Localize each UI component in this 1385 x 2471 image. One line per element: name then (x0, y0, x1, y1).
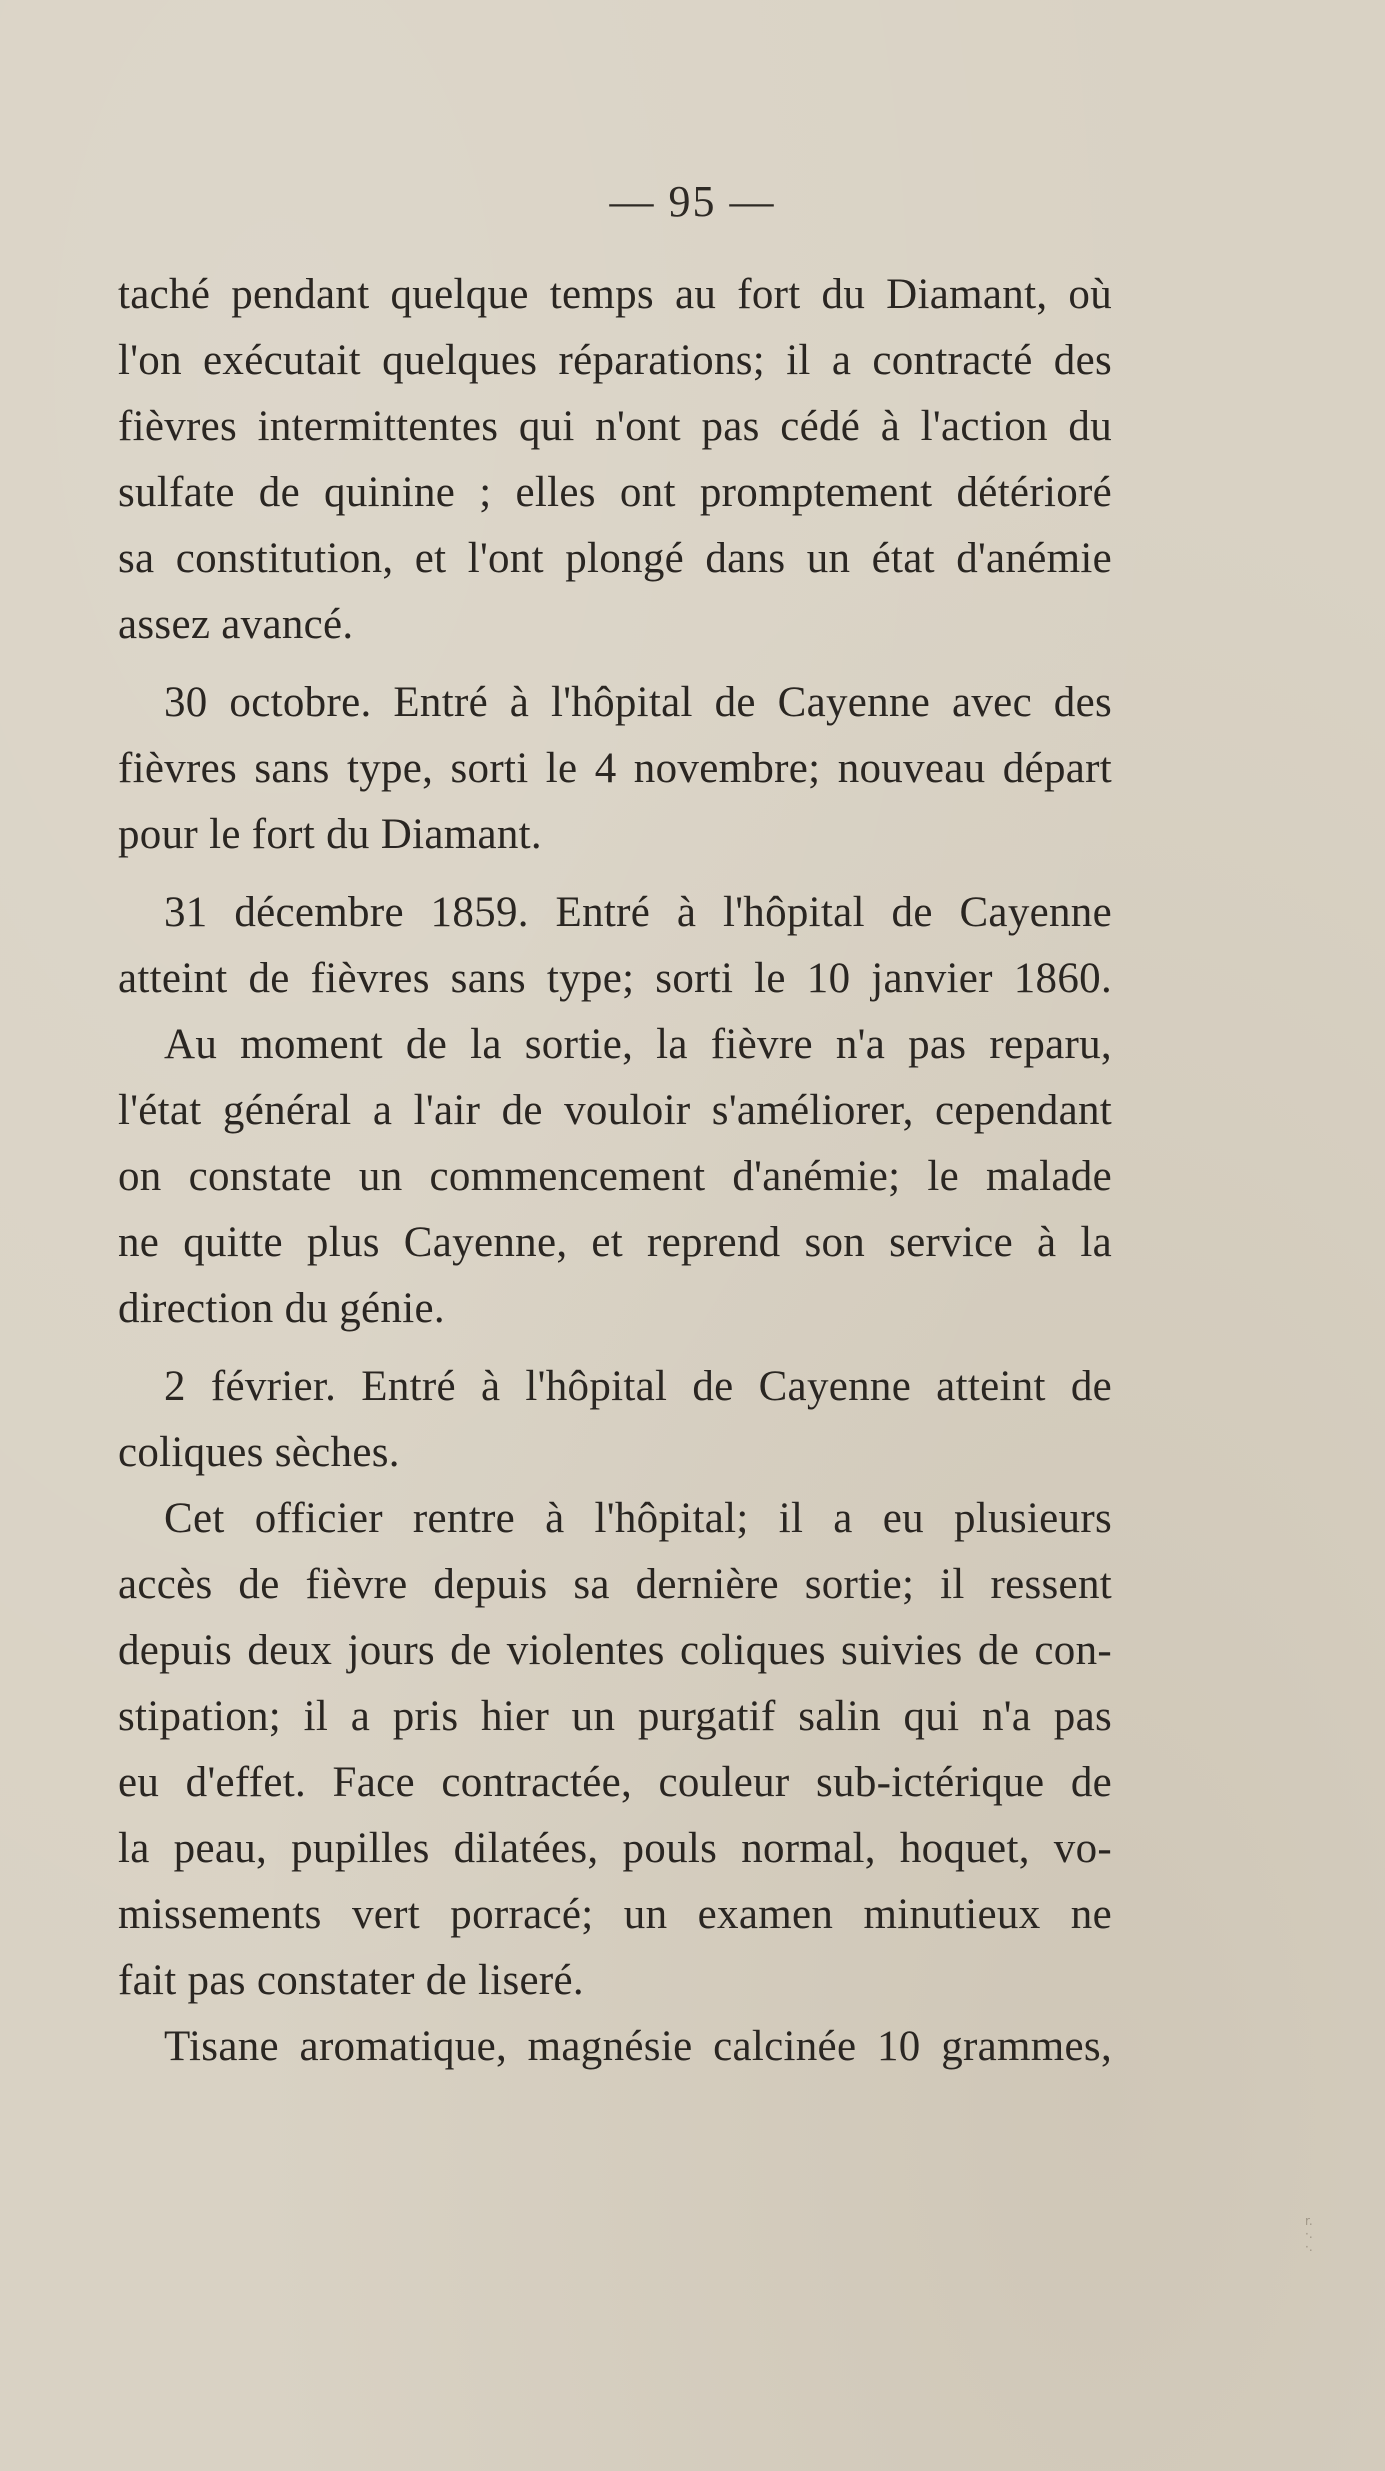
margin-mark: r. ·. ·. (1305, 2214, 1313, 2254)
text-line: fièvres intermittentes qui n'ont pas cédé à l'action du (118, 403, 1112, 450)
text-line: Au moment de la sortie, la fièvre n'a pas reparu, (164, 1021, 1112, 1068)
text-line: eu d'effet. Face contractée, couleur sub-ictérique de (118, 1759, 1112, 1806)
body-text (118, 262, 1112, 2080)
text-line: assez avancé. (118, 601, 354, 648)
text-line: fait pas constater de liseré. (118, 1957, 584, 2004)
text-line: fièvres sans type, sorti le 4 novembre; nouveau départ (118, 745, 1112, 792)
text-line: pour le fort du Diamant. (118, 811, 542, 858)
text-line: sa constitution, et l'ont plongé dans un état d'anémie (118, 535, 1112, 582)
text-line: l'état général a l'air de vouloir s'améliorer, cependant (118, 1087, 1112, 1134)
text-line: depuis deux jours de violentes coliques suivies de con- (118, 1627, 1112, 1674)
text-line: Cet officier rentre à l'hôpital; il a eu plusieurs (164, 1495, 1112, 1542)
text-line: accès de fièvre depuis sa dernière sortie; il ressent (118, 1561, 1112, 1608)
text-line: ne quitte plus Cayenne, et reprend son service à la (118, 1219, 1112, 1266)
text-line: 2 février. Entré à l'hôpital de Cayenne atteint de (164, 1363, 1112, 1410)
text-line: sulfate de quinine ; elles ont promptement détérioré (118, 469, 1112, 516)
text-line: 30 octobre. Entré à l'hôpital de Cayenne avec des (164, 679, 1112, 726)
text-line: stipation; il a pris hier un purgatif salin qui n'a pas (118, 1693, 1112, 1740)
text-line: atteint de fièvres sans type; sorti le 10 janvier 1860. (118, 955, 1112, 1002)
text-line: la peau, pupilles dilatées, pouls normal, hoquet, vo- (118, 1825, 1112, 1872)
text-line: Tisane aromatique, magnésie calcinée 10 grammes, (164, 2023, 1112, 2070)
text-line: taché pendant quelque temps au fort du Diamant, où (118, 271, 1112, 318)
text-line: 31 décembre 1859. Entré à l'hôpital de Cayenne (164, 889, 1112, 936)
text-line: missements vert porracé; un examen minutieux ne (118, 1891, 1112, 1938)
text-line: coliques sèches. (118, 1429, 400, 1476)
text-line: on constate un commencement d'anémie; le malade (118, 1153, 1112, 1200)
text-line: direction du génie. (118, 1285, 445, 1332)
page-number: — 95 — (609, 177, 776, 226)
text-line: l'on exécutait quelques réparations; il a contracté des (118, 337, 1112, 384)
